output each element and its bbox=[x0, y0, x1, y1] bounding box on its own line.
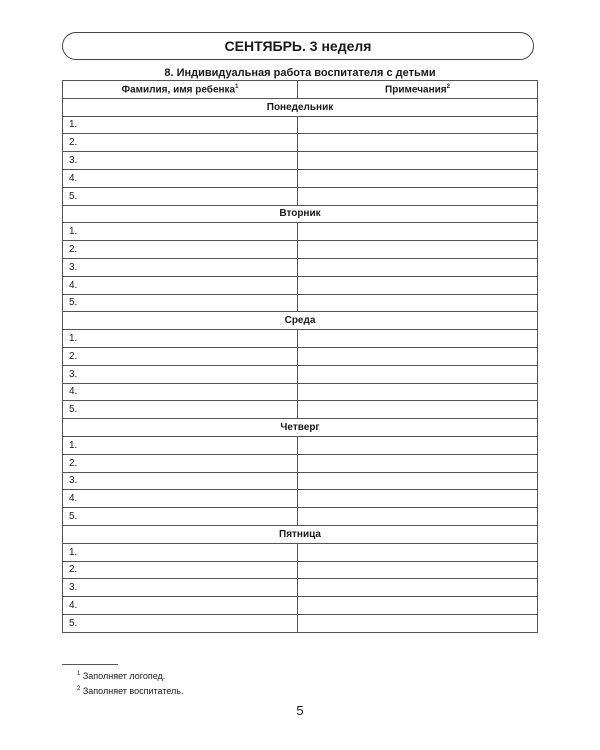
notes-cell bbox=[298, 187, 538, 205]
table-row bbox=[63, 169, 538, 187]
notes-cell bbox=[298, 169, 538, 187]
notes-cell bbox=[298, 490, 538, 508]
notes-cell bbox=[298, 294, 538, 312]
table-header-row bbox=[63, 81, 538, 99]
work-table bbox=[62, 80, 538, 633]
child-name-cell: 2. bbox=[63, 454, 298, 472]
notes-cell bbox=[298, 152, 538, 170]
table-row bbox=[63, 347, 538, 365]
child-name-cell: 5. bbox=[63, 294, 298, 312]
table-row bbox=[63, 454, 538, 472]
table-row bbox=[63, 276, 538, 294]
notes-cell bbox=[298, 454, 538, 472]
child-name-cell: 3. bbox=[63, 579, 298, 597]
child-name-cell: 4. bbox=[63, 169, 298, 187]
table-row bbox=[63, 187, 538, 205]
day-label: Среда bbox=[63, 312, 538, 330]
notes-cell bbox=[298, 614, 538, 632]
child-name-cell: 1. bbox=[63, 116, 298, 134]
child-name-cell: 5. bbox=[63, 508, 298, 526]
notes-cell bbox=[298, 597, 538, 615]
notes-cell bbox=[298, 579, 538, 597]
notes-cell bbox=[298, 383, 538, 401]
notes-cell bbox=[298, 472, 538, 490]
column-header-notes: Примечания$^2$ bbox=[298, 81, 538, 99]
table-row bbox=[63, 561, 538, 579]
notes-cell bbox=[298, 116, 538, 134]
child-name-cell: 4. bbox=[63, 490, 298, 508]
table-row bbox=[63, 508, 538, 526]
footnote-2: $^2$ Заполняет воспитатель. bbox=[77, 686, 184, 696]
table-row bbox=[63, 436, 538, 454]
child-name-cell: 1. bbox=[63, 543, 298, 561]
child-name-cell: 4. bbox=[63, 276, 298, 294]
table-row bbox=[63, 472, 538, 490]
table-row bbox=[63, 597, 538, 615]
day-label: Понедельник bbox=[63, 98, 538, 116]
day-row bbox=[63, 419, 538, 437]
table-row bbox=[63, 579, 538, 597]
child-name-cell: 2. bbox=[63, 561, 298, 579]
notes-cell bbox=[298, 365, 538, 383]
table-row bbox=[63, 294, 538, 312]
child-name-cell: 1. bbox=[63, 436, 298, 454]
child-name-cell: 2. bbox=[63, 241, 298, 259]
child-name-cell: 2. bbox=[63, 134, 298, 152]
notes-cell bbox=[298, 508, 538, 526]
child-name-cell: 5. bbox=[63, 187, 298, 205]
notes-cell bbox=[298, 134, 538, 152]
day-label: Вторник bbox=[63, 205, 538, 223]
table-row bbox=[63, 134, 538, 152]
notes-cell bbox=[298, 223, 538, 241]
day-row bbox=[63, 98, 538, 116]
table-row bbox=[63, 614, 538, 632]
section-title: 8. Индивидуальная работа воспитателя с детьми bbox=[164, 67, 436, 79]
table-row bbox=[63, 383, 538, 401]
child-name-cell: 3. bbox=[63, 152, 298, 170]
column-header-child-name: Фамилия, имя ребенка$^1$ bbox=[63, 81, 298, 99]
table-row bbox=[63, 241, 538, 259]
notes-cell bbox=[298, 561, 538, 579]
child-name-cell: 5. bbox=[63, 614, 298, 632]
child-name-cell: 2. bbox=[63, 347, 298, 365]
child-name-cell: 4. bbox=[63, 597, 298, 615]
child-name-cell: 3. bbox=[63, 365, 298, 383]
notes-cell bbox=[298, 347, 538, 365]
child-name-cell: 3. bbox=[63, 472, 298, 490]
table-body bbox=[63, 98, 538, 632]
week-header bbox=[62, 32, 534, 60]
table-row bbox=[63, 152, 538, 170]
notes-cell bbox=[298, 543, 538, 561]
day-row bbox=[63, 525, 538, 543]
page-number: 5 bbox=[296, 703, 304, 718]
child-name-cell: 1. bbox=[63, 330, 298, 348]
notes-cell bbox=[298, 330, 538, 348]
table-row bbox=[63, 365, 538, 383]
notes-cell bbox=[298, 401, 538, 419]
notes-cell bbox=[298, 276, 538, 294]
day-label: Четверг bbox=[63, 419, 538, 437]
child-name-cell: 4. bbox=[63, 383, 298, 401]
table-row bbox=[63, 116, 538, 134]
table-row bbox=[63, 490, 538, 508]
table-row bbox=[63, 223, 538, 241]
day-row bbox=[63, 205, 538, 223]
notes-cell bbox=[298, 241, 538, 259]
child-name-cell: 5. bbox=[63, 401, 298, 419]
notes-cell bbox=[298, 258, 538, 276]
day-row bbox=[63, 312, 538, 330]
child-name-cell: 3. bbox=[63, 258, 298, 276]
table-row bbox=[63, 401, 538, 419]
week-header-title: СЕНТЯБРЬ. 3 неделя bbox=[224, 38, 372, 54]
table-row bbox=[63, 543, 538, 561]
footnote-divider bbox=[62, 664, 118, 665]
day-label: Пятница bbox=[63, 525, 538, 543]
footnote-1: $^1$ Заполняет логопед. bbox=[77, 671, 166, 681]
table-row bbox=[63, 330, 538, 348]
table-row bbox=[63, 258, 538, 276]
notes-cell bbox=[298, 436, 538, 454]
child-name-cell: 1. bbox=[63, 223, 298, 241]
